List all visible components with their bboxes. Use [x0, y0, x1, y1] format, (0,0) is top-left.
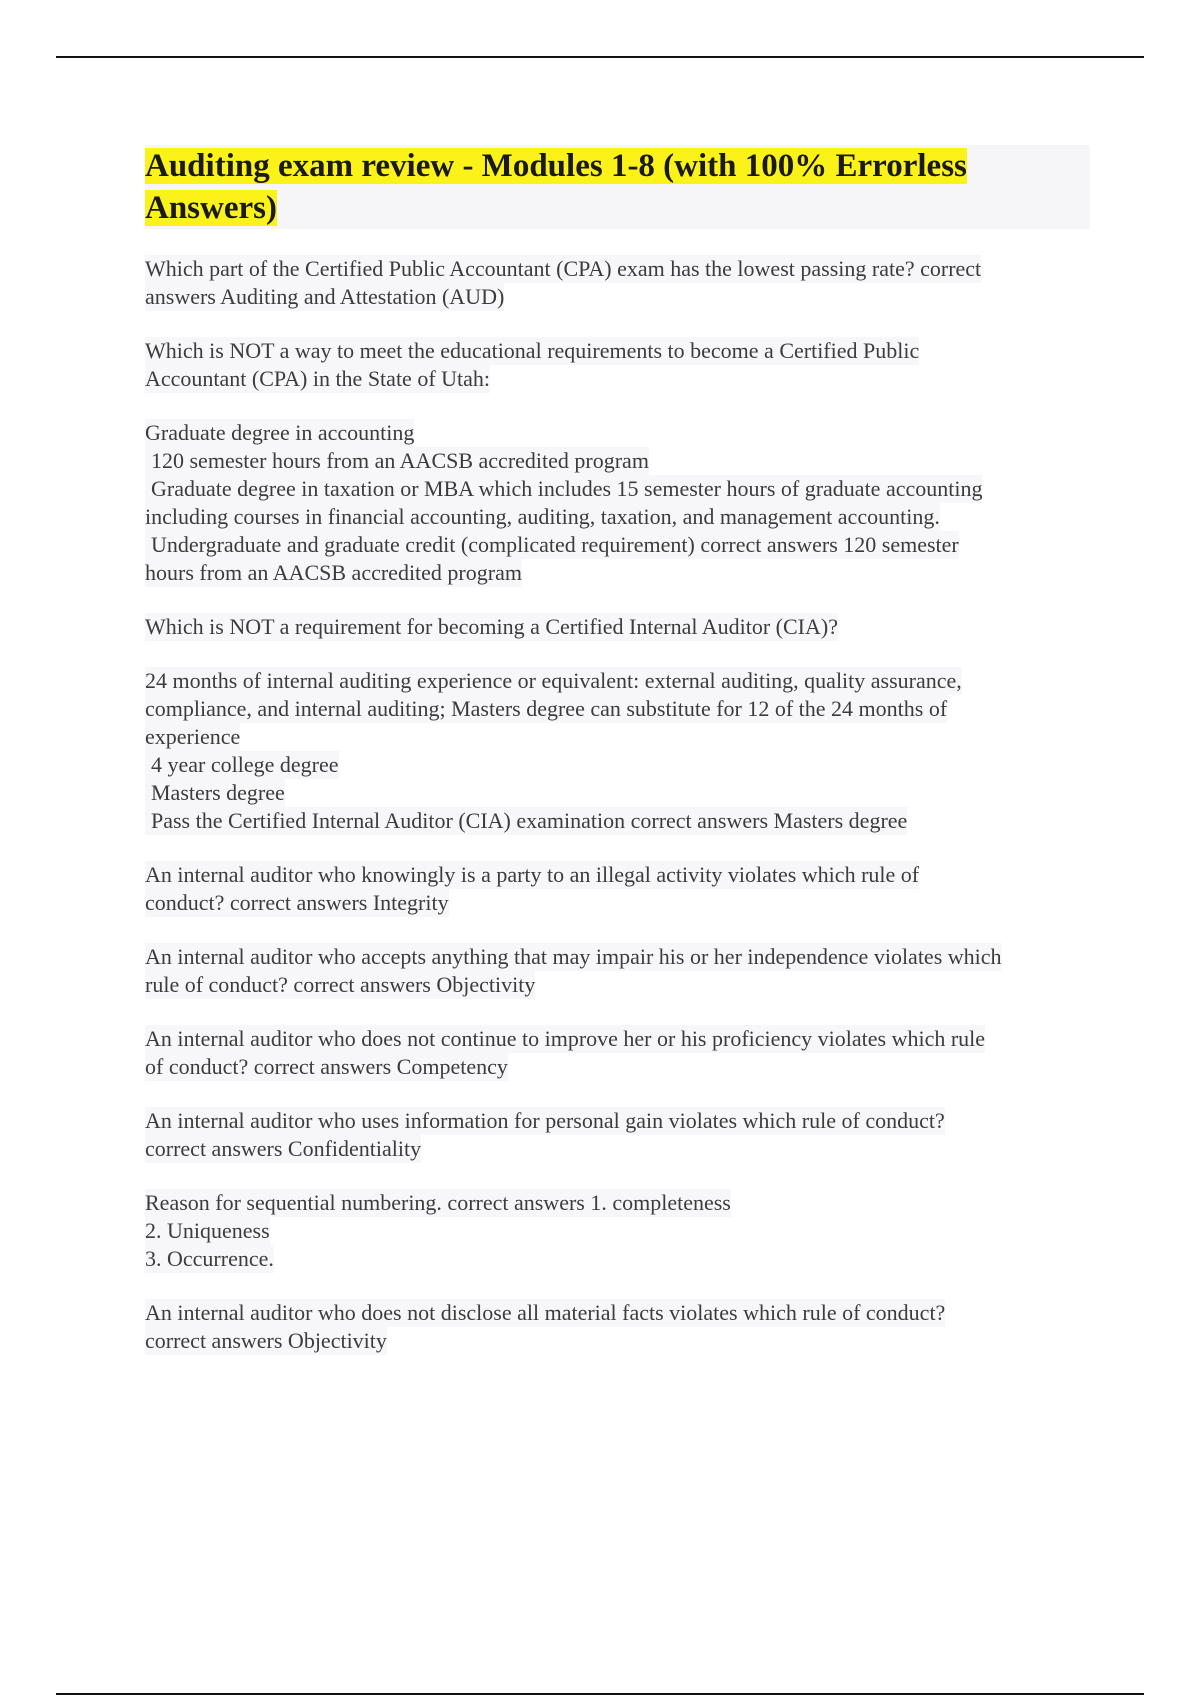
qa-list — [145, 255, 1090, 1355]
text-line: An internal auditor who uses information for personal gain violates which rule of conduct? — [145, 1108, 945, 1133]
text-line: 4 year college degree — [145, 751, 339, 779]
text-line: Pass the Certified Internal Auditor (CIA) examination correct answers Masters degree — [145, 807, 907, 835]
qa-block — [145, 613, 1090, 641]
text-line: Which is NOT a requirement for becoming a Certified Internal Auditor (CIA)? — [145, 614, 838, 639]
text-line: hours from an AACSB accredited program — [145, 560, 522, 585]
text-line: Graduate degree in taxation or MBA which includes 15 semester hours of graduate accounting — [145, 475, 982, 503]
text-line: Reason for sequential numbering. correct answers 1. completeness — [145, 1190, 731, 1215]
qa-block — [145, 255, 1090, 311]
text-line: experience — [145, 724, 241, 749]
text-line: 3. Occurrence. — [145, 1246, 274, 1271]
text-line: answers Auditing and Attestation (AUD) — [145, 284, 505, 309]
text-line: An internal auditor who does not continue to improve her or his proficiency violates which rule — [145, 1026, 986, 1051]
text-line: 120 semester hours from an AACSB accredited program — [145, 447, 649, 475]
text-line: Masters degree — [145, 779, 285, 807]
qa-block — [145, 1189, 1090, 1273]
text-line: correct answers Objectivity — [145, 1328, 387, 1353]
text-line: Which part of the Certified Public Accountant (CPA) exam has the lowest passing rate? correct — [145, 256, 982, 281]
qa-block — [145, 419, 1090, 587]
text-line: Which is NOT a way to meet the educational requirements to become a Certified Public — [145, 338, 920, 363]
document-title — [145, 145, 1050, 229]
top-rule — [56, 56, 1144, 58]
text-line: rule of conduct? correct answers Objectivity — [145, 972, 536, 997]
qa-block — [145, 337, 1090, 393]
text-line: Graduate degree in accounting — [145, 420, 415, 445]
text-line: Accountant (CPA) in the State of Utah: — [145, 366, 491, 391]
text-line: An internal auditor who knowingly is a party to an illegal activity violates which rule of — [145, 862, 920, 887]
title-block — [145, 145, 1090, 229]
qa-block — [145, 1107, 1090, 1163]
qa-block — [145, 667, 1090, 835]
text-line: 2. Uniqueness — [145, 1218, 270, 1243]
text-line: Undergraduate and graduate credit (complicated requirement) correct answers 120 semester — [145, 531, 959, 559]
qa-block — [145, 861, 1090, 917]
text-line: including courses in financial accounting, auditing, taxation, and management accounting. — [145, 504, 940, 529]
text-line: compliance, and internal auditing; Masters degree can substitute for 12 of the 24 months of — [145, 696, 948, 721]
document-body — [145, 145, 1090, 1381]
qa-block — [145, 1025, 1090, 1081]
text-line: conduct? correct answers Integrity — [145, 890, 449, 915]
text-line: correct answers Confidentiality — [145, 1136, 422, 1161]
qa-block — [145, 1299, 1090, 1355]
text-line: An internal auditor who accepts anything that may impair his or her independence violates which — [145, 944, 1002, 969]
bottom-rule — [56, 1693, 1144, 1695]
text-line: An internal auditor who does not disclose all material facts violates which rule of conduct? — [145, 1300, 946, 1325]
title-highlight: Auditing exam review - Modules 1-8 (with 100% Errorless Answers) — [145, 148, 967, 226]
text-line: of conduct? correct answers Competency — [145, 1054, 508, 1079]
text-line: 24 months of internal auditing experience or equivalent: external auditing, quality assurance, — [145, 668, 962, 693]
qa-block — [145, 943, 1090, 999]
